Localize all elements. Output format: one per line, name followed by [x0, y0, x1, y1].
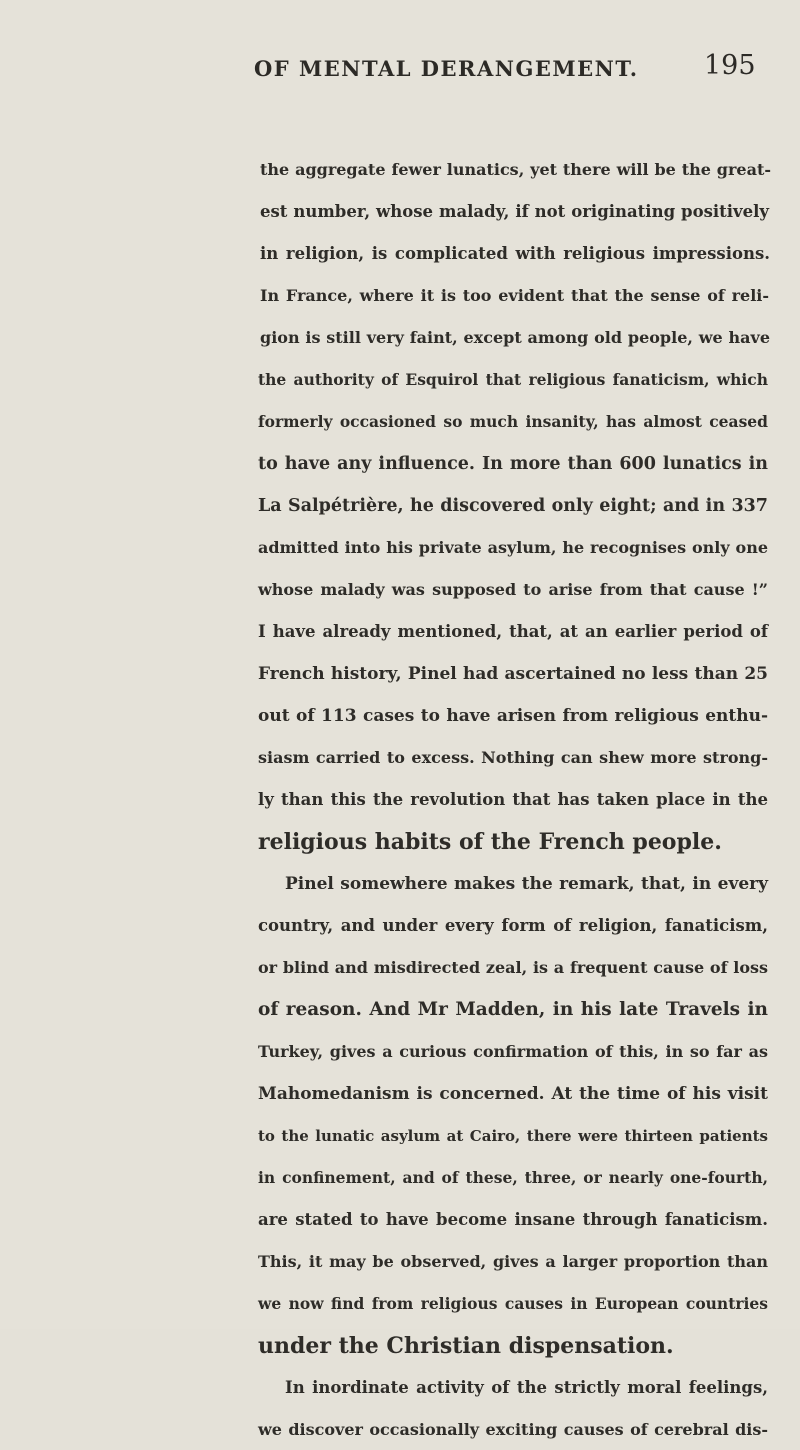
text-line: are stated to have become insane through fanaticism. [258, 1210, 768, 1229]
text-line: under the Christian dispensation. [258, 1333, 674, 1359]
text-line: admitted into his private asylum, he recognises only one [258, 538, 768, 557]
text-line: to the lunatic asylum at Cairo, there were thirteen patients [258, 1127, 768, 1145]
text-line: of reason. And Mr Madden, in his late Travels in [258, 999, 768, 1020]
text-line: to have any influence. In more than 600 lunatics in [258, 454, 768, 474]
text-line: formerly occasioned so much insanity, has almost ceased [258, 412, 768, 431]
text-line: I have already mentioned, that, at an earlier period of [258, 622, 768, 641]
text-line: This, it may be observed, gives a larger proportion than [258, 1252, 768, 1271]
text-line: whose malady was supposed to arise from that cause !” [258, 580, 768, 599]
text-line: siasm carried to excess. Nothing can shew more strong- [258, 748, 768, 767]
text-line: Turkey, gives a curious confirmation of this, in so far as [258, 1042, 768, 1061]
text-line: or blind and misdirected zeal, is a frequent cause of loss [258, 958, 768, 977]
text-line: In inordinate activity of the strictly moral feelings, [285, 1378, 768, 1397]
text-line: the aggregate fewer lunatics, yet there will be the great- [260, 160, 771, 179]
text-line: La Salpétrière, he discovered only eight; and in 337 [258, 496, 768, 516]
running-title: OF MENTAL DERANGEMENT. [254, 56, 639, 81]
text-line: est number, whose malady, if not originating positively [260, 202, 769, 221]
page-number: 195 [704, 50, 756, 81]
text-line: In France, where it is too evident that the sense of reli- [260, 286, 769, 305]
text-line: ly than this the revolution that has taken place in the [258, 790, 768, 809]
text-line: out of 113 cases to have arisen from religious enthu- [258, 706, 768, 726]
running-head [0, 50, 800, 80]
text-line: we now find from religious causes in European countries [258, 1294, 768, 1313]
text-line: country, and under every form of religion, fanaticism, [258, 916, 768, 935]
text-line: in confinement, and of these, three, or nearly one-fourth, [258, 1168, 768, 1187]
text-line: gion is still very faint, except among old people, we have [260, 328, 770, 347]
text-line: we discover occasionally exciting causes of cerebral dis- [258, 1420, 768, 1439]
text-line: French history, Pinel had ascertained no less than 25 [258, 664, 768, 684]
text-line: religious habits of the French people. [258, 829, 722, 855]
text-line: Pinel somewhere makes the remark, that, in every [285, 874, 768, 894]
text-line: in religion, is complicated with religious impressions. [260, 244, 770, 263]
text-line: Mahomedanism is concerned. At the time of his visit [258, 1084, 768, 1104]
text-line: the authority of Esquirol that religious fanaticism, which [258, 370, 768, 389]
